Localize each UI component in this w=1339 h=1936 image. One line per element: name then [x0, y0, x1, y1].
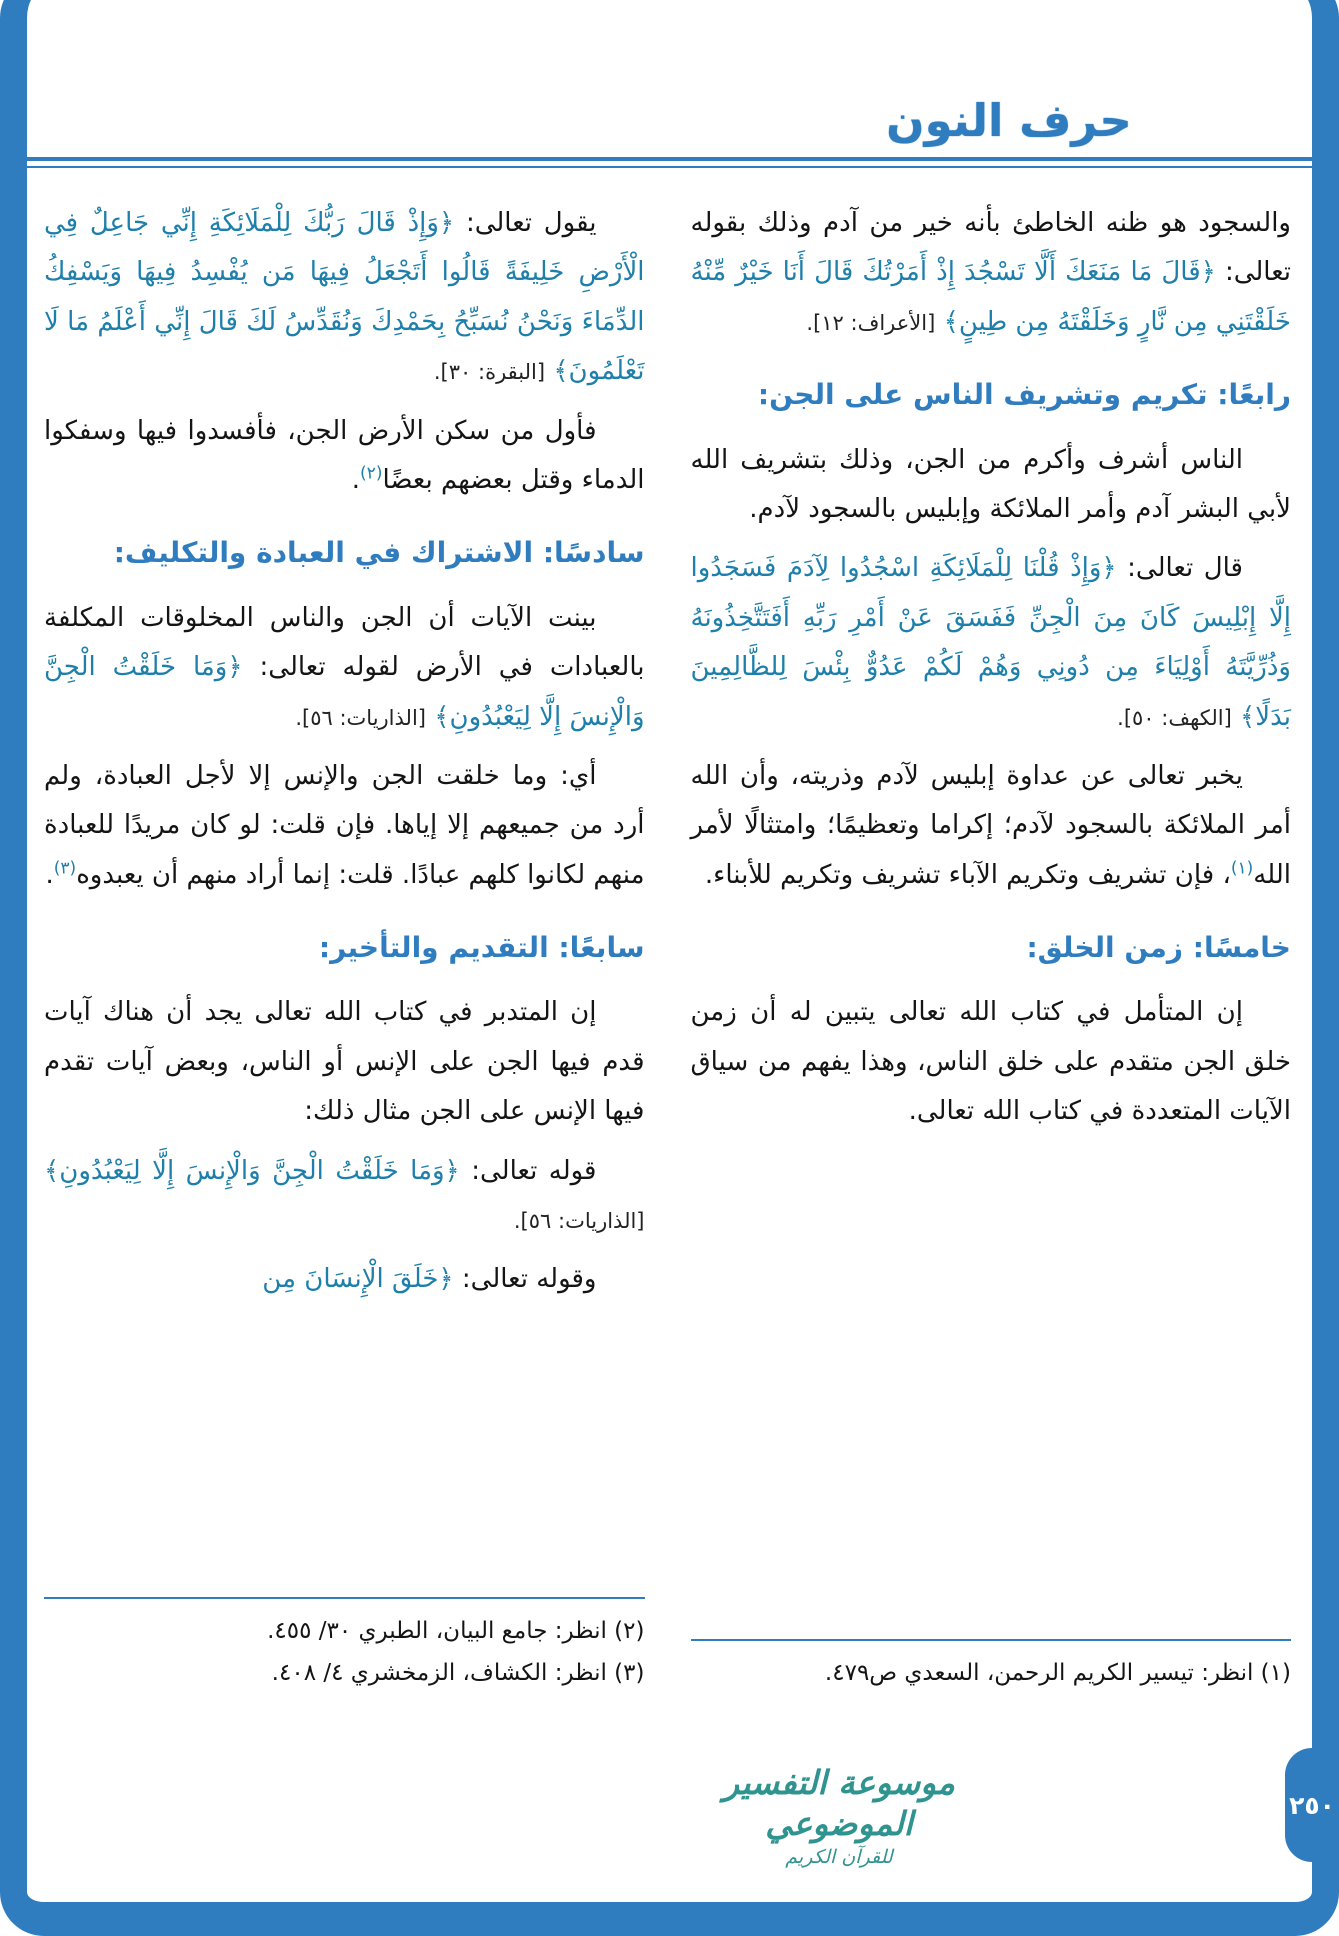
section-heading-seventh: سابعًا: التقديم والتأخير: [318, 931, 645, 965]
body-text: والسجود هو ظنه الخاطئ بأنه خير من آدم وذلك بقوله تعالى: [690, 208, 1291, 288]
body-text: . [45, 859, 54, 890]
body-text: ، فإن تشريف وتكريم الآباء تشريف وتكريم للأبناء. [704, 859, 1231, 890]
page-number: ٢٥٠ [1289, 1790, 1335, 1820]
footnote-3: (٣) انظر: الكشاف، الزمخشري ٤/ ٤٠٨. [271, 1659, 645, 1686]
page-body [44, 194, 1291, 1694]
footnotes-left [44, 1589, 645, 1694]
section-heading-sixth: سادسًا: الاشتراك في العبادة والتكليف: [113, 536, 645, 570]
footnote-2: (٢) انظر: جامع البيان، الطبري ٣٠/ ٤٥٥. [267, 1618, 645, 1645]
book-seal [659, 1762, 1019, 1869]
header-rule-thick [27, 157, 1312, 161]
body-text: أي: وما خلقت الجن والإنس إلا لأجل العبادة، ولم أرد من جميعهم إلا إياها. فإن قلت: لو كان مريدًا للعبادة منهم لكانوا كلهم عبادًا. قلت: إنما أراد منهم أن يعبدوه [44, 760, 645, 890]
header-rule-thin [27, 166, 1312, 168]
body-text: وقوله تعالى: [453, 1264, 597, 1295]
footnote-1: (١) انظر: تيسير الكريم الرحمن، السعدي ص٤٧٩. [824, 1659, 1291, 1686]
paragraph-meaning-of-worship [44, 752, 645, 900]
quran-verse-kahf: ﴿وَإِذْ قُلْنَا لِلْمَلَائِكَةِ اسْجُدُوا لِآدَمَ فَسَجَدُوا إِلَّا إِبْلِيسَ كَانَ مِنَ الْجِنِّ فَفَسَقَ عَنْ أَمْرِ رَبِّهِ أَفَتَتَّخِذُونَهُ وَذُرِّيَّتَهُ أَوْلِيَاءَ مِن دُونِي وَهُمْ لَكُمْ عَدُوٌّ بِئْسَ لِلظَّالِمِينَ بَدَلًا﴾ [690, 553, 1291, 732]
chapter-title: حرف النون [886, 94, 1132, 147]
paragraph-shared-worship [44, 594, 645, 742]
paragraph-kahf-quote [691, 544, 1292, 742]
verse-reference-dhariyat-2: [الذاريات: ٥٦]. [513, 1209, 645, 1234]
body-text: بينت الآيات أن الجن والناس المخلوقات المكلفة بالعبادات في الأرض لقوله تعالى: [44, 602, 645, 683]
paragraph-baqarah-quote [44, 199, 645, 397]
footnote-marker-1: (١) [1230, 858, 1254, 879]
column-left [44, 194, 645, 1694]
section-heading-fourth: رابعًا: تكريم وتشريف الناس على الجن: [757, 378, 1291, 412]
paragraph-honoring-humans: الناس أشرف وأكرم من الجن، وذلك بتشريف الله لأبي البشر آدم وأمر الملائكة وإبليس بالسجود لآدم. [690, 444, 1291, 524]
quran-verse-dhariyat: ﴿وَمَا خَلَقْتُ الْجِنَّ وَالْإِنسَ إِلَّا لِيَعْبُدُونِ﴾ [44, 652, 645, 732]
quran-verse-dhariyat-2: ﴿وَمَا خَلَقْتُ الْجِنَّ وَالْإِنسَ إِلَّا لِيَعْبُدُونِ﴾ [44, 1155, 460, 1186]
body-text: يقول تعالى: [454, 208, 597, 238]
book-seal-subtitle: للقرآن الكريم [785, 1846, 893, 1868]
verse-reference-kahf: [الكهف: ٥٠]. [1117, 705, 1232, 730]
paragraph-jinn-first-dwellers [44, 407, 645, 506]
footnote-marker-3: (٣) [53, 858, 77, 879]
verse-reference-araf: [الأعراف: ١٢]. [806, 310, 936, 335]
body-text: . [351, 464, 361, 495]
paragraph-order-of-mention: إن المتدبر في كتاب الله تعالى يجد أن هناك آيات قدم فيها الجن على الإنس أو الناس، وبعض آيات تقدم فيها الإنس على الجن مثال ذلك: [44, 997, 645, 1127]
footnote-marker-2: (٢) [360, 463, 383, 484]
body-text: فأول من سكن الأرض الجن، فأفسدوا فيها وسفكوا الدماء وقتل بعضهم بعضًا [44, 415, 645, 495]
body-text: يخبر تعالى عن عداوة إبليس لآدم وذريته، وأن الله أمر الملائكة بالسجود لآدم؛ إكراما وتعظيمًا؛ وامتثالًا لأمر الله [690, 760, 1291, 890]
verse-reference-baqarah: [البقرة: ٣٠]. [433, 360, 546, 385]
quran-verse-araf: ﴿قَالَ مَا مَنَعَكَ أَلَّا تَسْجُدَ إِذْ أَمَرْتُكَ قَالَ أَنَا خَيْرٌ مِّنْهُ خَلَقْتَنِي مِن نَّارٍ وَخَلَقْتَهُ مِن طِينٍ﴾ [690, 257, 1291, 337]
paragraph-sujood [691, 199, 1292, 347]
body-text: قوله تعالى: [459, 1155, 597, 1186]
footnote-separator-right [691, 1639, 1292, 1641]
page-number-tab [1285, 1748, 1339, 1862]
paragraph-insan-partial [44, 1255, 645, 1304]
paragraph-iblis-enmity [691, 752, 1292, 900]
page-header [759, 94, 1259, 147]
header-rules [27, 157, 1312, 168]
quran-verse-insan-partial: ﴿خَلَقَ الْإِنسَانَ مِن [262, 1264, 454, 1295]
book-seal-title: موسوعة التفسير الموضوعي [723, 1762, 955, 1843]
column-right [691, 194, 1292, 1694]
verse-reference-dhariyat: [الذاريات: ٥٦]. [295, 705, 426, 730]
paragraph-dhariyat-example [44, 1147, 645, 1246]
footnote-separator-left [44, 1597, 645, 1599]
paragraph-time-of-creation: إن المتأمل في كتاب الله تعالى يتبين له أن زمن خلق الجن متقدم على خلق الناس، وهذا يفهم من سياق الآيات المتعددة في كتاب الله تعالى. [690, 997, 1291, 1127]
quran-verse-baqarah: ﴿وَإِذْ قَالَ رَبُّكَ لِلْمَلَائِكَةِ إِنِّي جَاعِلٌ فِي الْأَرْضِ خَلِيفَةً قَالُوا أَتَجْعَلُ فِيهَا مَن يُفْسِدُ فِيهَا وَيَسْفِكُ الدِّمَاءَ وَنَحْنُ نُسَبِّحُ بِحَمْدِكَ وَنُقَدِّسُ لَكَ قَالَ إِنِّي أَعْلَمُ مَا لَا تَعْلَمُونَ﴾ [44, 208, 645, 387]
footnotes-right [691, 1631, 1292, 1694]
body-text: قال تعالى: [1116, 553, 1243, 584]
section-heading-fifth: خامسًا: زمن الخلق: [1026, 931, 1291, 965]
